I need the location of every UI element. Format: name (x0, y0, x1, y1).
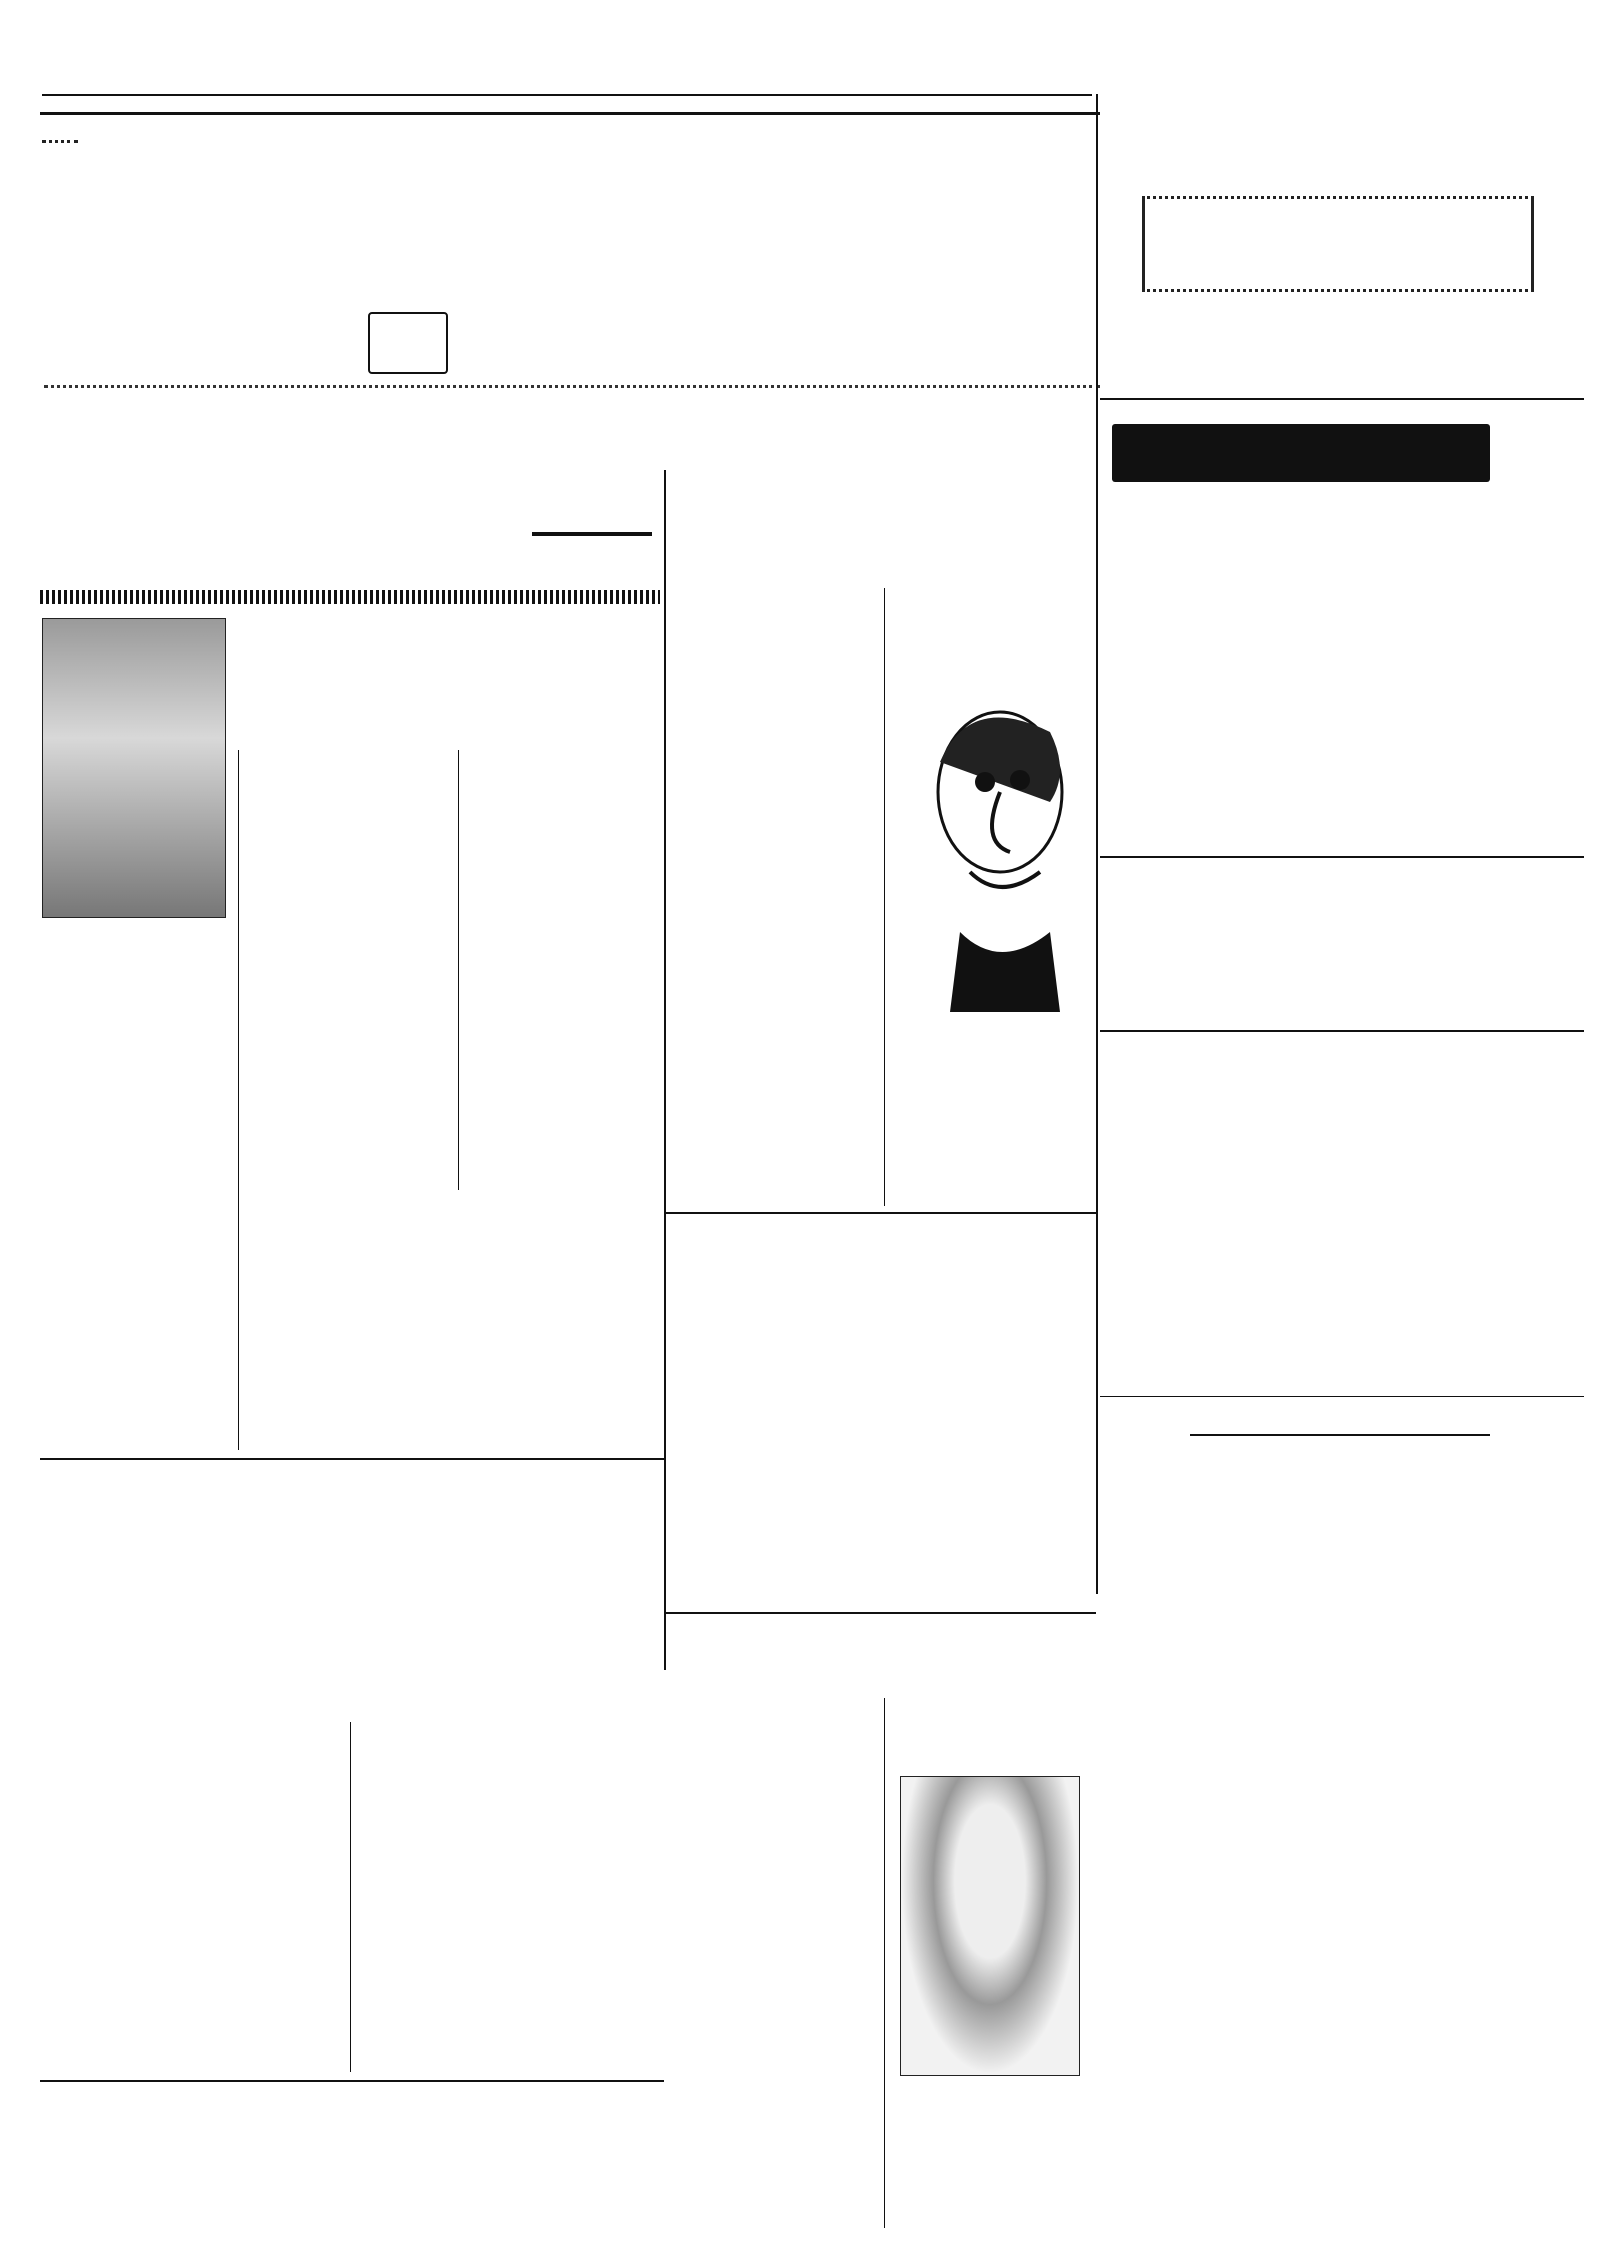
nostalgia-rule-2 (458, 750, 459, 1190)
meir-caricature-drawing (900, 672, 1080, 1072)
gathering-text (48, 2182, 658, 2226)
bahrain-col-2 (1350, 1008, 1576, 1380)
nicosia-col-2 (888, 1380, 1092, 1606)
nostalgia-rule-1 (238, 750, 239, 1450)
promo-rule (1100, 398, 1584, 400)
right-column-rule (1096, 94, 1098, 1594)
promo-box (1142, 196, 1534, 292)
meir-caricature (900, 672, 1080, 1072)
community-rule (350, 1722, 351, 2072)
israel-col-1 (674, 588, 880, 1204)
night-news-col-2 (1344, 1196, 1576, 1266)
queen-photo (42, 618, 226, 918)
windsor-col-2b (888, 2120, 1092, 2210)
nostalgia-arrow (532, 532, 652, 536)
windsor-top-rule (666, 1612, 1096, 1614)
israel-col-2b (890, 1096, 1090, 1208)
night-news-top-rule (1100, 1030, 1584, 1032)
tourism-kicker-underline (1190, 1434, 1490, 1436)
masthead-rule (44, 385, 1100, 388)
nostalgia-stripe (40, 590, 660, 604)
windsor-rule (884, 1698, 885, 2228)
gathering-top-rule (40, 2080, 664, 2082)
opinions-header (1112, 424, 1490, 482)
tourism-joint (1096, 1396, 1098, 1400)
israel-rule (884, 588, 885, 1206)
arabic-tag (368, 312, 448, 374)
opinions-rule (1100, 856, 1584, 858)
bahrain-rule (1100, 1396, 1584, 1397)
israel-col-2 (890, 588, 1090, 668)
bahrain-col-1 (1108, 1008, 1332, 1088)
nostalgia-col-3 (464, 752, 660, 1172)
opinions-text (1110, 538, 1580, 838)
top-banner (42, 94, 1092, 110)
community-col-2 (356, 1722, 656, 1858)
community-col-2b (356, 1904, 656, 2074)
center-column-rule (664, 470, 666, 1670)
israel-bottom-rule (666, 1212, 1096, 1214)
community-top-rule (40, 1458, 664, 1460)
nostalgia-headline (38, 470, 464, 580)
banner-rule (40, 112, 1100, 115)
nicosia-col-1 (674, 1380, 878, 1606)
england-text (44, 1052, 232, 1452)
night-news-col-1 (1104, 1196, 1332, 1266)
masthead-title (55, 122, 1065, 280)
windsor-col-1 (674, 1698, 880, 2228)
windsor-col-2 (888, 1698, 1092, 1768)
duke-photo (900, 1776, 1080, 2076)
nostalgia-col-2 (246, 752, 452, 1442)
community-col-1 (44, 1722, 344, 2072)
masthead-dots (42, 140, 78, 180)
